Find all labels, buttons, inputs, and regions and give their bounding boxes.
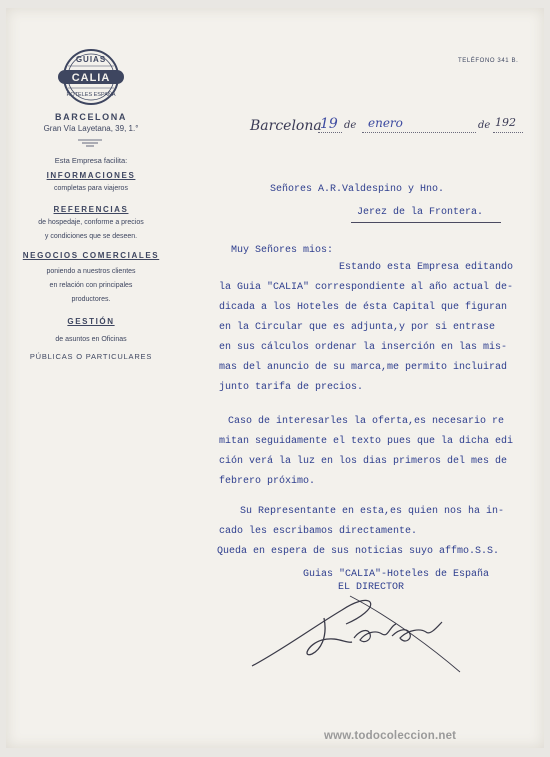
date-de: de (478, 120, 491, 131)
logo-brand-text: CALIA (71, 72, 111, 84)
date-day-rule (318, 132, 342, 133)
body-line: Su Representante en esta,es quien nos ha in- (240, 506, 505, 517)
body-line: junto tarifa de precios. (219, 382, 364, 393)
letterhead-city: BARCELONA (55, 112, 127, 122)
body-line: dicada a los Hoteles de ésta Capital que figuran (219, 302, 508, 313)
service-heading-referencias: REFERENCIAS (53, 205, 129, 214)
date-month: enero (368, 116, 403, 130)
service-line: productores. (71, 296, 111, 303)
date-month-rule (362, 132, 476, 133)
date-place: Barcelona (250, 118, 322, 134)
letterhead-address: Gran Vía Layetana, 39, 1.° (43, 124, 139, 133)
body-line: en sus cálculos ordenar la inserción en las mis- (219, 342, 508, 353)
body-line: mitan seguidamente el texto pues que la dicha edi (219, 436, 514, 447)
service-line: en relación con principales (49, 282, 133, 289)
service-line: de asuntos en Oficinas (55, 336, 127, 343)
service-line: PÚBLICAS O PARTICULARES (29, 352, 153, 361)
addressee-line-1: Señores A.R.Valdespino y Hno. (270, 184, 445, 195)
watermark-text: www.todocoleccion.net (324, 730, 457, 742)
body-line: Queda en espera de sus noticias suyo affmo.S.S. (217, 546, 500, 557)
date-year: 192 (495, 116, 516, 129)
service-line: poniendo a nuestros clientes (46, 268, 136, 275)
salutation: Muy Señores mios: (231, 245, 334, 256)
service-heading-gestion: GESTIÓN (67, 317, 115, 326)
service-line: de hospedaje, conforme a precios (38, 219, 144, 226)
addressee-line-2: Jerez de la Frontera. (357, 207, 484, 218)
addressee-rule (351, 222, 501, 223)
ornament-divider (76, 138, 104, 148)
closing-company: Guias "CALIA"-Hoteles de España (303, 569, 490, 580)
date-day: 19 (320, 116, 338, 132)
letterhead-intro: Esta Empresa facilita: (54, 156, 128, 165)
body-line: ción verá la luz en los dias primeros del mes de (219, 456, 508, 467)
letter-page (6, 8, 544, 748)
director-signature (242, 588, 472, 678)
calia-logo-emblem (54, 46, 128, 108)
service-line: completas para viajeros (54, 185, 128, 192)
body-line: mas del anuncio de su marca,me permito incluirad (219, 362, 508, 373)
body-line: Estando esta Empresa editando (339, 262, 514, 273)
body-line: Caso de interesarles la oferta,es necesario re (228, 416, 505, 427)
service-heading-negocios: NEGOCIOS COMERCIALES (22, 251, 160, 260)
logo-bottom-text: HOTELES ESPAÑA (66, 92, 116, 98)
service-line: y condiciones que se deseen. (44, 233, 138, 240)
body-line: la Guia "CALIA" correspondiente al año actual de- (219, 282, 514, 293)
closing-title: EL DIRECTOR (338, 582, 405, 593)
body-line: febrero próximo. (219, 476, 316, 487)
service-heading-informaciones: INFORMACIONES (46, 171, 136, 180)
logo-top-text: GUIAS (75, 55, 107, 64)
date-de: de (344, 120, 357, 131)
date-year-rule (493, 132, 523, 133)
telephone-number: TELÉFONO 341 B. (458, 58, 519, 64)
body-line: en la Circular que es adjunta,y por si entrase (219, 322, 496, 333)
body-line: cado les escribamos directamente. (219, 526, 418, 537)
